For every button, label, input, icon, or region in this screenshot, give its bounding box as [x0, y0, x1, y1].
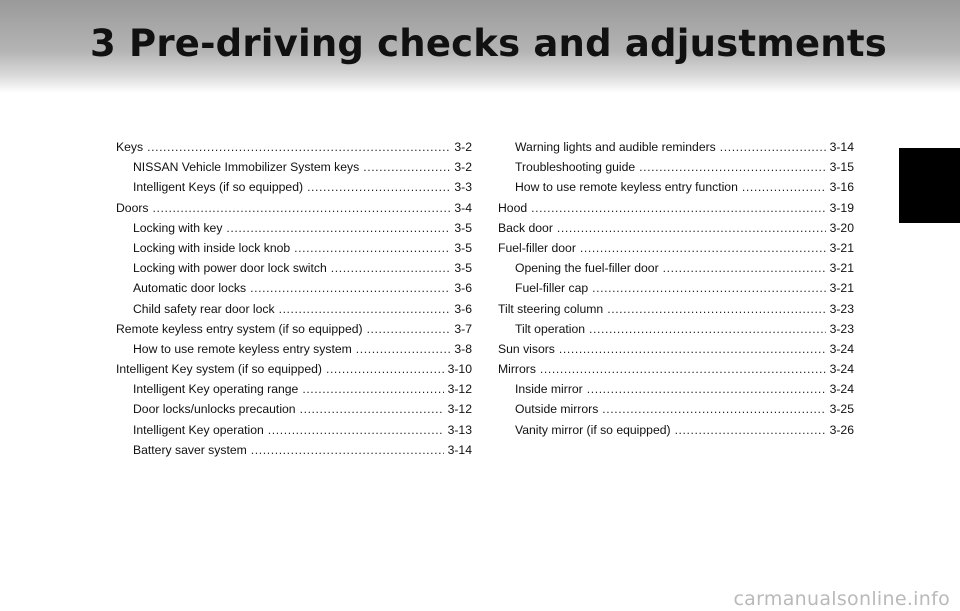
toc-right-column [498, 137, 854, 440]
toc-entry-label: Locking with power door lock switch [133, 261, 327, 276]
toc-entry[interactable] [116, 238, 472, 258]
toc-entry[interactable] [498, 420, 854, 440]
toc-entry[interactable] [116, 157, 472, 177]
toc-entry-page: 3-24 [829, 382, 854, 397]
toc-entry[interactable] [498, 258, 854, 278]
toc-entry-page: 3-25 [829, 402, 854, 417]
toc-entry-label: NISSAN Vehicle Immobilizer System keys [133, 160, 360, 175]
toc-entry-page: 3-24 [829, 362, 854, 377]
chapter-tab-marker [899, 148, 960, 223]
toc-entry-label: Sun visors [498, 341, 555, 356]
toc-entry[interactable] [498, 359, 854, 379]
toc-entry-page: 3-15 [829, 160, 854, 175]
toc-entry-label: Battery saver system [133, 442, 247, 457]
toc-dot-leader [250, 278, 450, 298]
toc-entry-label: How to use remote keyless entry function [515, 180, 738, 195]
toc-entry-page: 3-14 [447, 442, 472, 457]
toc-entry-label: Doors [116, 200, 149, 215]
toc-dot-leader [326, 359, 444, 379]
toc-entry[interactable] [498, 399, 854, 419]
toc-entry[interactable] [116, 198, 472, 218]
toc-entry-label: Keys [116, 140, 144, 154]
toc-entry-label: Intelligent Keys (if so equipped) [133, 180, 304, 195]
toc-dot-leader [639, 157, 825, 177]
toc-dot-leader [268, 420, 444, 440]
toc-entry-label: Tilt operation [515, 321, 586, 336]
watermark: carmanualsonline.info [733, 588, 950, 610]
toc-dot-leader [742, 177, 826, 197]
toc-dot-leader [363, 157, 450, 177]
toc-entry-page: 3-13 [447, 422, 472, 437]
toc-entry-page: 3-26 [829, 422, 854, 437]
toc-entry-page: 3-2 [454, 160, 472, 175]
toc-dot-leader [300, 399, 444, 419]
toc-entry[interactable] [116, 299, 472, 319]
toc-entry[interactable] [498, 157, 854, 177]
toc-entry[interactable] [498, 278, 854, 298]
toc-entry-label: Troubleshooting guide [515, 160, 636, 175]
toc-entry-page: 3-5 [454, 240, 472, 255]
toc-dot-leader [147, 137, 450, 157]
toc-entry-label: Warning lights and audible reminders [515, 140, 716, 154]
toc-entry[interactable] [116, 319, 472, 339]
toc-dot-leader [592, 278, 825, 298]
toc-entry[interactable] [498, 218, 854, 238]
toc-dot-leader [580, 238, 826, 258]
toc-entry-page: 3-6 [454, 301, 472, 316]
toc-entry-page: 3-19 [829, 200, 854, 215]
toc-entry-label: Locking with key [133, 220, 223, 235]
toc-entry[interactable] [498, 177, 854, 197]
toc-entry-label: Door locks/unlocks precaution [133, 402, 296, 417]
toc-entry-label: Intelligent Key operating range [133, 382, 299, 397]
toc-entry-label: Back door [498, 220, 553, 235]
toc-entry-page: 3-21 [829, 281, 854, 296]
toc-entry[interactable] [498, 339, 854, 359]
toc-entry[interactable] [116, 137, 472, 157]
toc-entry-page: 3-24 [829, 341, 854, 356]
toc-entry-page: 3-23 [829, 301, 854, 316]
toc-entry[interactable] [498, 198, 854, 218]
toc-entry[interactable] [116, 399, 472, 419]
toc-dot-leader [589, 319, 826, 339]
toc-entry-page: 3-5 [454, 261, 472, 276]
toc-dot-leader [531, 198, 825, 218]
toc-dot-leader [720, 137, 826, 157]
toc-entry[interactable] [116, 218, 472, 238]
toc-entry[interactable] [116, 339, 472, 359]
toc-entry[interactable] [498, 137, 854, 157]
toc-entry-page: 3-12 [447, 402, 472, 417]
toc-entry-page: 3-8 [454, 341, 472, 356]
toc-dot-leader [663, 258, 826, 278]
toc-entry[interactable] [498, 299, 854, 319]
toc-entry-label: Remote keyless entry system (if so equipped) [116, 321, 363, 336]
toc-dot-leader [356, 339, 451, 359]
toc-entry-page: 3-6 [454, 281, 472, 296]
toc-entry-page: 3-21 [829, 261, 854, 276]
toc-entry-label: Mirrors [498, 362, 536, 377]
toc-entry-label: Automatic door locks [133, 281, 247, 296]
toc-entry-label: Fuel-filler door [498, 240, 576, 255]
toc-entry[interactable] [498, 319, 854, 339]
toc-entry[interactable] [116, 420, 472, 440]
toc-dot-leader [307, 177, 450, 197]
toc-dot-leader [587, 379, 826, 399]
toc-entry-label: Locking with inside lock knob [133, 240, 291, 255]
toc-dot-leader [607, 299, 825, 319]
toc-entry-label: Tilt steering column [498, 301, 604, 316]
toc-entry-page: 3-20 [829, 220, 854, 235]
toc-entry-label: How to use remote keyless entry system [133, 341, 352, 356]
toc-entry-label: Fuel-filler cap [515, 281, 589, 296]
toc-entry[interactable] [116, 379, 472, 399]
toc-entry-page: 3-21 [829, 240, 854, 255]
toc-dot-leader [226, 218, 450, 238]
toc-entry-label: Child safety rear door lock [133, 301, 275, 316]
toc-dot-leader [153, 198, 451, 218]
toc-dot-leader [367, 319, 451, 339]
toc-dot-leader [559, 339, 826, 359]
toc-entry-page: 3-10 [447, 362, 472, 377]
toc-entry-label: Vanity mirror (if so equipped) [515, 422, 671, 437]
toc-dot-leader [251, 440, 444, 460]
toc-entry-page: 3-4 [454, 200, 472, 215]
toc-dot-leader [602, 399, 825, 419]
toc-entry-page: 3-7 [454, 321, 472, 336]
toc-entry-page: 3-3 [454, 180, 472, 195]
toc-left-column [116, 137, 472, 460]
toc-dot-leader [279, 299, 451, 319]
toc-entry-page: 3-2 [454, 140, 472, 154]
toc-dot-leader [540, 359, 826, 379]
toc-dot-leader [294, 238, 450, 258]
toc-entry-label: Hood [498, 200, 528, 215]
toc-entry[interactable] [116, 359, 472, 379]
toc-entry[interactable] [116, 278, 472, 298]
toc-entry[interactable] [498, 238, 854, 258]
toc-entry[interactable] [116, 258, 472, 278]
toc-entry-page: 3-12 [447, 382, 472, 397]
toc-entry-page: 3-23 [829, 321, 854, 336]
toc-entry-label: Outside mirrors [515, 402, 599, 417]
toc-entry[interactable] [498, 379, 854, 399]
toc-dot-leader [331, 258, 451, 278]
toc-dot-leader [302, 379, 443, 399]
toc-dot-leader [675, 420, 826, 440]
toc-entry-page: 3-5 [454, 220, 472, 235]
toc-entry[interactable] [116, 177, 472, 197]
toc-entry-label: Inside mirror [515, 382, 583, 397]
toc-entry-label: Intelligent Key system (if so equipped) [116, 362, 322, 377]
toc-entry-page: 3-14 [829, 140, 854, 154]
toc-entry[interactable] [116, 440, 472, 460]
toc-entry-page: 3-16 [829, 180, 854, 195]
chapter-title: 3 Pre-driving checks and adjustments [90, 22, 887, 65]
toc-dot-leader [557, 218, 826, 238]
toc-entry-label: Intelligent Key operation [133, 422, 264, 437]
toc-entry-label: Opening the fuel-filler door [515, 261, 659, 276]
